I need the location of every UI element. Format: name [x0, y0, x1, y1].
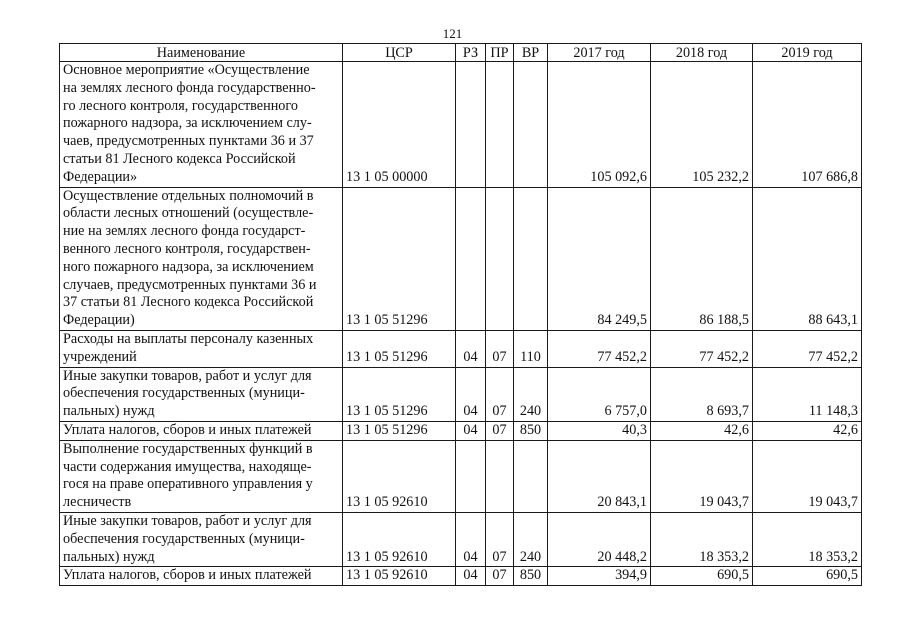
- header-csr: ЦСР: [343, 44, 456, 62]
- cell-pr: 07: [486, 421, 514, 440]
- name-line: Выполнение государственных функций в: [63, 440, 313, 457]
- cell-2017: 105 092,6: [548, 62, 651, 188]
- table-row: [60, 440, 862, 512]
- name-line: Иные закупки товаров, работ и услуг для: [63, 512, 312, 529]
- page-number: 121: [442, 26, 463, 41]
- cell-name: [60, 567, 343, 586]
- name-line: обеспечения государственных (муници-: [63, 385, 305, 402]
- cell-2019: 19 043,7: [753, 440, 862, 512]
- cell-csr: 13 1 05 51296: [343, 187, 456, 330]
- name-line: 37 статьи 81 Лесного кодекса Российской: [63, 294, 314, 311]
- header-pr: ПР: [486, 44, 514, 62]
- name-line: учреждений: [63, 348, 137, 365]
- name-line: го лесного контроля, государственного: [63, 97, 298, 114]
- cell-csr: 13 1 05 51296: [343, 421, 456, 440]
- name-line: пальных) нужд: [63, 403, 155, 420]
- table-row: [60, 367, 862, 421]
- cell-2017: 84 249,5: [548, 187, 651, 330]
- cell-csr: 13 1 05 92610: [343, 567, 456, 586]
- cell-2018: 77 452,2: [651, 330, 753, 367]
- header-vr: ВР: [514, 44, 548, 62]
- name-line: Федерации»: [63, 168, 138, 185]
- cell-name: [60, 440, 343, 512]
- cell-pr: [486, 440, 514, 512]
- cell-2019: 107 686,8: [753, 62, 862, 188]
- cell-vr: [514, 440, 548, 512]
- cell-pr: 07: [486, 512, 514, 566]
- cell-csr: 13 1 05 92610: [343, 440, 456, 512]
- budget-table: [59, 43, 862, 586]
- cell-2019: 42,6: [753, 421, 862, 440]
- name-line: Расходы на выплаты персоналу казенных: [63, 330, 314, 347]
- table-row: [60, 187, 862, 330]
- name-line: области лесных отношений (осуществле-: [63, 205, 314, 222]
- table-body: [60, 62, 862, 586]
- cell-2017: 6 757,0: [548, 367, 651, 421]
- cell-rz: 04: [456, 421, 486, 440]
- cell-csr: 13 1 05 00000: [343, 62, 456, 188]
- cell-2018: 18 353,2: [651, 512, 753, 566]
- cell-rz: [456, 440, 486, 512]
- cell-2019: 690,5: [753, 567, 862, 586]
- cell-vr: 240: [514, 512, 548, 566]
- cell-2018: 19 043,7: [651, 440, 753, 512]
- cell-csr: 13 1 05 51296: [343, 367, 456, 421]
- cell-rz: 04: [456, 330, 486, 367]
- header-rz: РЗ: [456, 44, 486, 62]
- cell-2018: 105 232,2: [651, 62, 753, 188]
- name-line: венного лесного контроля, государствен-: [63, 240, 311, 257]
- name-line: статьи 81 Лесного кодекса Российской: [63, 150, 296, 167]
- name-line: ного пожарного надзора, за исключением: [63, 258, 314, 275]
- cell-name: [60, 330, 343, 367]
- cell-rz: 04: [456, 367, 486, 421]
- cell-pr: 07: [486, 330, 514, 367]
- table-row: [60, 421, 862, 440]
- cell-vr: [514, 62, 548, 188]
- cell-2017: 77 452,2: [548, 330, 651, 367]
- cell-vr: 850: [514, 567, 548, 586]
- cell-vr: 240: [514, 367, 548, 421]
- cell-2017: 394,9: [548, 567, 651, 586]
- name-line: части содержания имущества, находяще-: [63, 458, 312, 475]
- cell-2018: 690,5: [651, 567, 753, 586]
- name-line: пальных) нужд: [63, 548, 155, 565]
- cell-2019: 18 353,2: [753, 512, 862, 566]
- cell-rz: [456, 187, 486, 330]
- cell-vr: 110: [514, 330, 548, 367]
- cell-name: [60, 62, 343, 188]
- table-row: [60, 512, 862, 566]
- name-line: на землях лесного фонда государственно-: [63, 79, 316, 96]
- cell-pr: [486, 187, 514, 330]
- name-line: случаев, предусмотренных пунктами 36 и: [63, 276, 317, 293]
- cell-name: [60, 512, 343, 566]
- cell-vr: 850: [514, 421, 548, 440]
- cell-2018: 42,6: [651, 421, 753, 440]
- cell-pr: 07: [486, 367, 514, 421]
- cell-name: [60, 421, 343, 440]
- table-row: [60, 62, 862, 188]
- name-line: обеспечения государственных (муници-: [63, 530, 305, 547]
- name-line: Иные закупки товаров, работ и услуг для: [63, 367, 312, 384]
- cell-csr: 13 1 05 92610: [343, 512, 456, 566]
- header-2018: 2018 год: [651, 44, 753, 62]
- header-2019: 2019 год: [753, 44, 862, 62]
- cell-pr: 07: [486, 567, 514, 586]
- cell-2019: 77 452,2: [753, 330, 862, 367]
- table-header-row: [60, 44, 862, 62]
- cell-name: [60, 187, 343, 330]
- name-line: Уплата налогов, сборов и иных платежей: [63, 567, 312, 584]
- cell-rz: [456, 62, 486, 188]
- table-row: [60, 330, 862, 367]
- cell-name: [60, 367, 343, 421]
- cell-2018: 8 693,7: [651, 367, 753, 421]
- cell-rz: 04: [456, 567, 486, 586]
- header-name: Наименование: [60, 44, 343, 62]
- cell-csr: 13 1 05 51296: [343, 330, 456, 367]
- name-line: ние на землях лесного фонда государст-: [63, 223, 306, 240]
- name-line: гося на праве оперативного управления у: [63, 476, 313, 493]
- name-line: Уплата налогов, сборов и иных платежей: [63, 421, 312, 438]
- name-line: Федерации): [63, 312, 135, 329]
- cell-2019: 88 643,1: [753, 187, 862, 330]
- name-line: Осуществление отдельных полномочий в: [63, 187, 314, 204]
- name-line: Основное мероприятие «Осуществление: [63, 62, 310, 78]
- table-row: [60, 567, 862, 586]
- cell-2018: 86 188,5: [651, 187, 753, 330]
- name-line: лесничеств: [63, 494, 132, 511]
- cell-pr: [486, 62, 514, 188]
- name-line: пожарного надзора, за исключением слу-: [63, 115, 312, 132]
- cell-rz: 04: [456, 512, 486, 566]
- cell-2019: 11 148,3: [753, 367, 862, 421]
- name-line: чаев, предусмотренных пунктами 36 и 37: [63, 133, 314, 150]
- cell-2017: 40,3: [548, 421, 651, 440]
- cell-vr: [514, 187, 548, 330]
- header-2017: 2017 год: [548, 44, 651, 62]
- cell-2017: 20 843,1: [548, 440, 651, 512]
- cell-2017: 20 448,2: [548, 512, 651, 566]
